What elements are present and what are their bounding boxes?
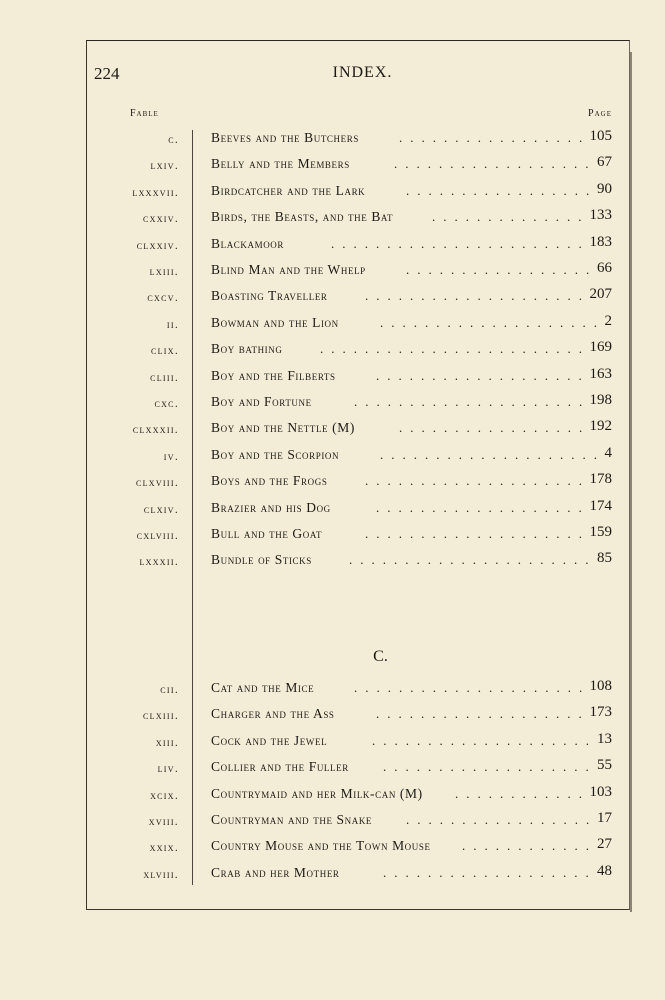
- page-reference: 103: [589, 783, 612, 800]
- index-entry: [0, 473, 665, 497]
- page-reference: 67: [597, 154, 612, 171]
- dot-leaders: ....................: [372, 732, 597, 748]
- page-number: 224: [94, 64, 120, 83]
- index-entry: [0, 312, 665, 339]
- fable-title: Birds, the Beasts, and the Bat: [211, 209, 394, 225]
- fable-number: c.: [168, 134, 179, 146]
- index-entry: [0, 130, 665, 154]
- fable-title: Crab and her Mother: [211, 864, 340, 880]
- page-reference: 90: [597, 180, 612, 197]
- fable-number: xxix.: [149, 842, 179, 855]
- fable-number: clxiv.: [143, 503, 179, 516]
- dot-leaders: ...................: [383, 759, 597, 775]
- dot-leaders: .....................: [354, 680, 591, 695]
- fable-number: xviii.: [148, 816, 179, 828]
- index-entry: [0, 180, 665, 207]
- fable-number: clix.: [150, 345, 179, 358]
- index-entry: [0, 394, 665, 418]
- dot-leaders: ..............: [432, 209, 590, 225]
- dot-leaders: ....................: [365, 473, 590, 489]
- fable-number: lxiii.: [149, 266, 179, 278]
- fable-title: Cock and the Jewel: [211, 732, 328, 748]
- dot-leaders: ............: [462, 838, 597, 854]
- fable-title: Boy bathing: [211, 341, 283, 357]
- fable-number: xcix.: [150, 789, 179, 802]
- index-entry: [0, 552, 665, 576]
- index-entry: [0, 209, 665, 233]
- fable-title: Birdcatcher and the Lark: [211, 182, 366, 198]
- fable-number: xiii.: [155, 736, 179, 749]
- fable-title: Boasting Traveller: [211, 288, 328, 304]
- index-entry: [0, 420, 665, 444]
- index-entry: [0, 288, 665, 312]
- dot-leaders: ....................: [380, 314, 605, 330]
- fable-number: cliii.: [150, 371, 179, 384]
- page-reference: 198: [589, 392, 612, 408]
- page-reference: 192: [589, 418, 612, 435]
- fable-number: cii.: [160, 684, 179, 696]
- fable-number: iv.: [163, 450, 179, 463]
- fable-title: Collier and the Fuller: [211, 759, 349, 775]
- fable-title: Boy and the Filberts: [211, 367, 336, 383]
- fable-number: cxxiv.: [142, 213, 179, 226]
- fable-number: xlviii.: [143, 868, 179, 881]
- fable-title: Belly and the Members: [211, 156, 350, 172]
- page-reference: 183: [589, 233, 612, 250]
- fable-title: Countrymaid and her Milk-can (M): [211, 785, 423, 801]
- page-reference: 178: [589, 471, 612, 488]
- index-entry: [0, 759, 665, 783]
- page-reference: 66: [597, 260, 612, 276]
- dot-leaders: ...................: [376, 367, 590, 383]
- index-entry: [0, 862, 665, 889]
- index-entry: [0, 838, 665, 862]
- dot-leaders: .....................: [354, 394, 591, 409]
- page-reference: 207: [589, 286, 612, 303]
- dot-leaders: ......................: [349, 552, 597, 568]
- page-reference: 2: [604, 312, 612, 329]
- fable-title: Beeves and the Butchers: [211, 130, 359, 145]
- fable-title: Charger and the Ass: [211, 706, 335, 722]
- index-entry: [0, 365, 665, 392]
- fable-title: Country Mouse and the Town Mouse: [211, 838, 431, 854]
- fable-title: Boys and the Frogs: [211, 473, 328, 489]
- index-entry: [0, 341, 665, 365]
- dot-leaders: .......................: [331, 235, 590, 251]
- index-entry: [0, 812, 665, 836]
- dot-leaders: .................: [406, 262, 598, 277]
- index-entry: [0, 730, 665, 757]
- fable-title: Bowman and the Lion: [211, 314, 339, 330]
- index-entry: [0, 497, 665, 524]
- page-reference: 169: [589, 339, 612, 356]
- index-entry: [0, 444, 665, 471]
- fable-title: Cat and the Mice: [211, 680, 315, 695]
- page-reference: 17: [597, 810, 612, 826]
- page-reference: 55: [597, 757, 612, 774]
- page-column-header: Page: [588, 108, 612, 119]
- fable-number: lxxxii.: [139, 556, 179, 569]
- fable-title: Bundle of Sticks: [211, 552, 312, 568]
- dot-leaders: ....................: [365, 288, 590, 304]
- page-reference: 13: [597, 730, 612, 747]
- page-title: INDEX.: [332, 64, 393, 81]
- fable-title: Boy and the Nettle (M): [211, 420, 355, 436]
- dot-leaders: .................: [406, 182, 598, 198]
- fable-number: liv.: [157, 763, 179, 776]
- fable-number: lxiv.: [150, 160, 179, 173]
- fable-title: Countryman and the Snake: [211, 812, 373, 827]
- dot-leaders: .................: [399, 130, 591, 145]
- dot-leaders: ....................: [365, 526, 590, 541]
- page-reference: 174: [589, 497, 612, 514]
- dot-leaders: ...................: [376, 499, 590, 515]
- fable-number: cxcv.: [147, 292, 179, 305]
- index-entry: [0, 706, 665, 730]
- fable-number: clxviii.: [135, 477, 179, 490]
- fable-title: Boy and Fortune: [211, 394, 312, 409]
- fable-number: clxiii.: [143, 710, 179, 723]
- page-reference: 85: [597, 550, 612, 567]
- dot-leaders: .................: [399, 420, 591, 436]
- fable-title: Blind Man and the Whelp: [211, 262, 366, 277]
- page-reference: 133: [589, 207, 612, 224]
- page-reference: 163: [589, 365, 612, 382]
- dot-leaders: ............: [455, 785, 590, 801]
- dot-leaders: .................: [406, 812, 598, 827]
- fable-number: clxxxii.: [132, 424, 179, 437]
- page-reference: 159: [589, 524, 612, 540]
- fable-title: Blackamoor: [211, 235, 285, 251]
- dot-leaders: ....................: [380, 446, 605, 462]
- fable-column-header: Fable: [130, 108, 159, 119]
- page-reference: 105: [589, 128, 612, 144]
- index-entry: [0, 233, 665, 260]
- dot-leaders: ...................: [376, 706, 590, 722]
- section-heading-c: C.: [373, 648, 388, 665]
- index-entry: [0, 156, 665, 180]
- fable-number: clxxiv.: [136, 239, 179, 252]
- fable-title: Bull and the Goat: [211, 526, 323, 541]
- fable-number: lxxxvii.: [132, 186, 179, 199]
- dot-leaders: ...................: [383, 864, 597, 880]
- index-entry: [0, 526, 665, 550]
- index-entry: [0, 262, 665, 286]
- page-reference: 108: [589, 678, 612, 694]
- dot-leaders: ........................: [320, 341, 590, 357]
- page-reference: 4: [604, 444, 612, 461]
- index-entry: [0, 783, 665, 810]
- fable-title: Boy and the Scorpion: [211, 446, 340, 462]
- dot-leaders: ..................: [394, 156, 597, 172]
- fable-number: cxlviii.: [136, 530, 179, 542]
- fable-number: cxc.: [154, 398, 179, 410]
- fable-number: ii.: [166, 318, 179, 331]
- page-reference: 27: [597, 836, 612, 853]
- page-reference: 48: [597, 862, 612, 879]
- fable-title: Brazier and his Dog: [211, 499, 331, 515]
- page-reference: 173: [589, 704, 612, 721]
- index-entry: [0, 680, 665, 704]
